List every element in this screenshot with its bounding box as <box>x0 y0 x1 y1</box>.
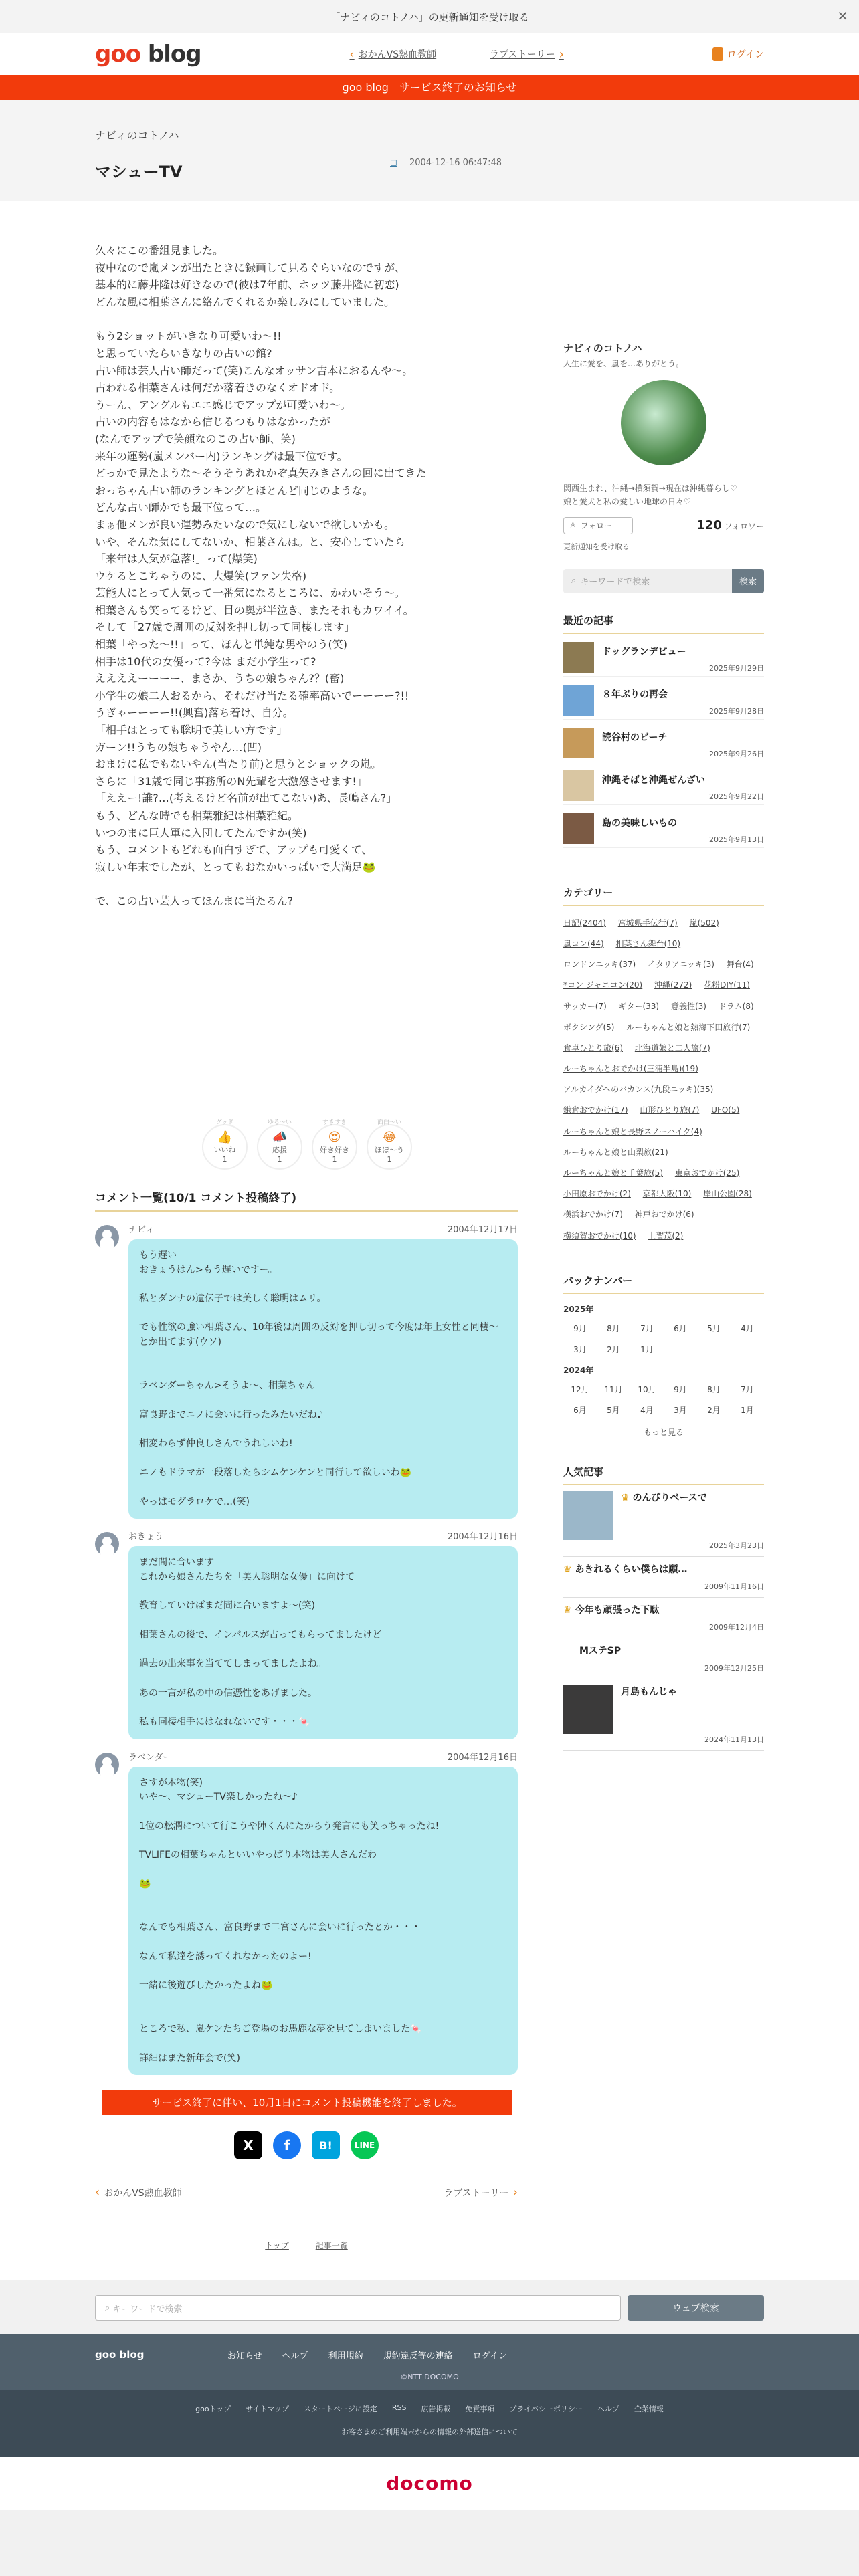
article-thumbnail <box>563 728 594 758</box>
back-number-month[interactable]: 6月 <box>573 1405 587 1415</box>
comment-date: 2004年12月16日 <box>447 1532 518 1543</box>
bottom-links <box>95 2240 518 2251</box>
footer-sub-link[interactable]: ヘルプ <box>597 2405 619 2413</box>
goo-blog-logo[interactable]: goo blog <box>95 41 201 68</box>
entry-list-link[interactable]: 記事一覧 <box>315 2241 348 2251</box>
popular-title: 人気記事 <box>563 1465 764 1485</box>
article-thumbnail <box>563 685 594 716</box>
categories-title: カテゴリー <box>563 885 764 906</box>
comment-author: おきょう <box>128 1532 164 1543</box>
back-number-month[interactable]: 4月 <box>640 1405 654 1415</box>
back-number-month[interactable]: 6月 <box>674 1323 687 1333</box>
search-icon: ⌕ <box>571 576 577 586</box>
category-link[interactable]: 神戸おでかけ(6) <box>634 1210 694 1220</box>
site-header <box>95 33 764 75</box>
popular-article-item[interactable]: ♛ あきれるくらい僕らは願… 2009年11月16日 <box>563 1557 764 1598</box>
sidebar-search-input[interactable]: ⌕ キーワードで検索 <box>563 569 732 593</box>
back-number-month[interactable]: 1月 <box>640 1344 654 1354</box>
header-nav <box>349 47 563 62</box>
facebook-share-icon[interactable]: f <box>273 2131 301 2159</box>
avatar-icon <box>95 1753 119 1777</box>
back-number-month[interactable]: 3月 <box>573 1344 587 1354</box>
category-link[interactable]: 相葉さん舞台(10) <box>615 938 681 948</box>
profile-description: 関西生まれ、沖縄→横須賀→現在は沖縄暮らし♡ 娘と愛犬と私の愛しい地球の日々♡ <box>563 484 737 507</box>
copyright: ©NTT DOCOMO <box>400 2373 459 2381</box>
chevron-left-icon: ‹ <box>95 2185 100 2200</box>
category-link[interactable]: 沖縄(272) <box>654 980 692 990</box>
footer-sub-link[interactable]: gooトップ <box>195 2405 231 2413</box>
close-icon[interactable]: ✕ <box>837 8 848 24</box>
category-link[interactable]: 横浜おでかけ(7) <box>563 1210 623 1220</box>
category-link[interactable]: 横須賀おでかけ(10) <box>563 1230 636 1241</box>
avatar-icon <box>95 1225 119 1249</box>
footer-brand[interactable]: goo blog <box>95 2349 145 2361</box>
footer-sub-link[interactable]: プライバシーポリシー <box>509 2405 583 2413</box>
back-number-month[interactable]: 7月 <box>640 1323 654 1333</box>
category-link[interactable]: 舞台(4) <box>726 960 754 970</box>
back-number-month[interactable]: 2月 <box>707 1405 721 1415</box>
category-link[interactable]: *コン ジャニコン(20) <box>563 980 643 990</box>
main-column <box>95 242 518 2251</box>
top-link[interactable]: トップ <box>265 2241 289 2251</box>
recent-article-item[interactable]: 島の美味しいもの 2025年9月13日 <box>563 813 764 848</box>
header-next-link[interactable]: ラブストーリー › <box>490 47 564 62</box>
back-numbers <box>563 1273 764 1438</box>
back-number-month[interactable]: 2月 <box>607 1344 620 1354</box>
category-link[interactable]: 宮城県手伝行(7) <box>617 918 678 928</box>
category-link[interactable]: 岸山公園(28) <box>703 1189 752 1199</box>
category-link[interactable]: 小田原おでかけ(2) <box>563 1189 631 1199</box>
footer-sub-link[interactable]: 広告掲載 <box>421 2405 451 2413</box>
back-number-month[interactable]: 12月 <box>571 1384 589 1394</box>
category-link[interactable]: UFO(5) <box>711 1105 740 1115</box>
profile-card <box>563 341 764 552</box>
back-number-month[interactable]: 3月 <box>674 1405 687 1415</box>
comment-author: ラベンダー <box>128 1752 172 1763</box>
chevron-right-icon: › <box>512 2185 518 2200</box>
comment-body: もう遅い おきょうはん>もう遅いですー。 私とダンナの遺伝子では美しく聡明はムリ。 でも性欲の強い相葉さん、10年後は周囲の反対を押し切って今度は年上女性と同棲〜とか出てます(ウソ) ラベンダーちゃん>そうよ〜、相葉ちゃん 富良野までニノに会いに行ったみたいだね♪ 相変わらず仲良しさんでうれしいわ! ニノもドラマが一段落したらシムケンケンと同行して欲しいわ🐸 やっぱモグラロケで…(笑) <box>128 1239 518 1519</box>
category-link[interactable]: ルーちゃんと娘と熱海下田旅行(7) <box>626 1022 751 1032</box>
footer-search <box>0 2280 859 2334</box>
profile-name[interactable]: ナビィのコトノハ <box>563 342 642 354</box>
category-link[interactable]: 鎌倉おでかけ(17) <box>563 1105 628 1115</box>
chevron-right-icon: › <box>559 47 564 62</box>
category-link[interactable]: ルーちゃんと娘と長野スノーハイク(4) <box>563 1126 702 1136</box>
reaction-good[interactable]: グッド 👍 いいね 1 <box>202 1124 248 1170</box>
back-number-month[interactable]: 7月 <box>741 1384 754 1394</box>
follower-count: 120 フォロワー <box>696 518 764 533</box>
sidebar <box>563 341 764 1751</box>
comment-date: 2004年12月16日 <box>447 1752 518 1763</box>
update-notify-bar[interactable] <box>0 0 859 33</box>
category-link[interactable]: サッカー(7) <box>563 1001 607 1011</box>
avatar-icon <box>95 1532 119 1556</box>
footer-sub-link[interactable]: サイトマップ <box>246 2405 290 2413</box>
sidebar-search-button[interactable]: 検索 <box>732 569 764 593</box>
category-link[interactable]: 上賀茂(2) <box>648 1230 684 1241</box>
popular-article-item[interactable]: ♛ のんびりベースで 2025年3月23日 <box>563 1485 764 1557</box>
recent-article-item[interactable]: 読谷村のビーチ 2025年9月26日 <box>563 728 764 762</box>
category-link[interactable]: 意義性(3) <box>670 1001 706 1011</box>
footer-link[interactable]: ヘルプ <box>282 2351 308 2361</box>
heart-eyes-icon: 😍 <box>328 1130 341 1144</box>
profile-tagline: 人生に愛を、嵐を…ありがとう。 <box>563 359 684 368</box>
popular-articles <box>563 1465 764 1751</box>
footer-sub-link[interactable]: 企業情報 <box>634 2405 664 2413</box>
entry-date: 2004-12-16 06:47:48 <box>409 158 502 168</box>
category-link[interactable]: 京都大阪(10) <box>642 1189 692 1199</box>
comment-item <box>95 1222 518 1519</box>
entry-title: マシューTV <box>95 163 183 181</box>
categories <box>563 885 764 1247</box>
service-end-link[interactable]: goo blog サービス終了のお知らせ <box>342 81 517 94</box>
category-link[interactable]: ルーちゃんとおでかけ(三浦半島)(19) <box>563 1064 698 1074</box>
chevron-left-icon: ‹ <box>349 47 355 62</box>
popular-article-item[interactable]: 月島もんじゃ 2024年11月13日 <box>563 1679 764 1751</box>
footer-link[interactable]: お知らせ <box>227 2351 262 2361</box>
back-number-month[interactable]: 1月 <box>741 1405 754 1415</box>
back-number-month[interactable]: 9月 <box>674 1384 687 1394</box>
article-paragraph: もう2ショットがいきなり可愛いわ〜!! と思っていたらいきなりの占いの館? 占い師は芸人占い師だって(笑)こんなオッサン吉本におるんや〜。 占われる相葉さんは何だか落着きのなくオドオド。 うーん、アングルもエエ感じでアップが可愛いわ〜。 占いの内容もはなから信じるつもりはなかったが (なんでアップで笑顔なのこの占い師、笑) 来年の運勢(嵐メンバー内)ランキングは最下位です。 どっかで見たような〜そうそうあれかぞ真矢みきさんの回に出てきた おっちゃん占い師のランキングとほとんど同じのような。 どんな占い師かでも最下位って…。 まぁ他メンが良い運勢みたいなので気にしないで欲しいかも。 いや、そんな気にしてないか、相葉さんは。と、安心していたら 「来年は人気が急落!」って(爆笑) ウケるとこちゃうのに、大爆笑(ファン失格) 芸能人にとって人気って一番気になるところに、かわいそう〜。 相葉さんも笑ってるけど、目の奥が半泣き、またそれもカワイイ。 そして「27歳で周囲の反対を押し切って同棲します」 相葉「やった〜!!」って、ほんと単純な男やのう(笑) 相手は10代の女優って?今は まだ小学生って? ええええーーーー、まさか、うちの娘ちゃん?？(畜) 小学生の娘二人おるから、それだけ当たる確率高いでーーーー?!! うぎゃーーーー!!(興奮)落ち着け、自分。 「相手はとっても聡明で美しい方です」 ガーン!!うちの娘ちゃうやん…(凹) おまけに私でもないやん(当たり前)と思うとショックの嵐。 さらに「31歳で同じ事務所のN先輩を大激怒させます!」 「ええー!誰?…(考えるけど名前が出てこない)あ、長嶋さん?」 もう、どんな時でも相葉雅紀は相葉雅紀。 いつのまに巨人軍に入団してたんですか(笑) もう、コメントもどれも面白すぎて、アップも可愛くて、 寂しい年末でしたが、とってもおなかいっぱいで大満足🐸 <box>95 330 427 873</box>
comment-body: さすが本物(笑) いや〜、マシューTV楽しかったね〜♪ 1位の松潤について行こうや陣くんにたからう発言にも笑っちゃったね! TVLIFEの相葉ちゃんといいやっぱり本物は美人さんだわ 🐸 なんでも相葉さん、富良野まで二宮さんに会いに行ったとか・・・ なんて私達を誘ってくれなかったのよー! 一緒に後遊びしたかったよね🐸 ところで私、嵐ケンたちご登場のお馬鹿な夢を見てしまいました🍬 詳細はまた新年会で(笑) <box>128 1767 518 2076</box>
crown-icon: ♛ <box>621 1492 630 1503</box>
profile-image[interactable] <box>621 380 706 465</box>
footer-primary <box>0 2334 859 2390</box>
reaction-buttons <box>202 1119 518 1170</box>
search-icon: ⌕ <box>105 2302 113 2313</box>
back-number-month[interactable]: 5月 <box>607 1405 620 1415</box>
category-list <box>563 913 764 1247</box>
reaction-cheer[interactable]: ゆる〜い 📣 応援 1 <box>257 1124 302 1170</box>
next-entry-link[interactable]: ラブストーリー › <box>444 2185 518 2200</box>
recent-article-item[interactable]: 沖縄そばと沖縄ぜんざい 2025年9月22日 <box>563 770 764 805</box>
thumbs-up-icon: 👍 <box>217 1130 233 1144</box>
back-number-month[interactable]: 8月 <box>607 1323 620 1333</box>
category-link[interactable]: ボクシング(5) <box>563 1022 615 1032</box>
back-number-year: 2024年 <box>563 1365 594 1375</box>
comment-body: まだ間に合います これから娘さんたちを「美人聡明な女優」に向けて 教育していけばまだ間に合いますよ〜(笑) 相葉さんの後で、インパルスが占ってもらってましたけど 過去の出来事を当ててしまってましたよね。 あの一言が私の中の信憑性をあげました。 私も同棲相手にはなれないです・・・🍬 <box>128 1546 518 1739</box>
popular-article-item[interactable]: MステSP 2009年12月25日 <box>563 1638 764 1679</box>
follow-button[interactable]: ♙ フォロー <box>563 517 633 534</box>
more-link[interactable]: もっと見る <box>643 1427 684 1437</box>
category-link[interactable]: 花粉DIY(11) <box>704 980 750 990</box>
article-paragraph: 久々にこの番組見ました。 夜中なので嵐メンが出たときに録画して見るぐらいなのですが、 基本的に藤井隆は好きなので(彼は7年前、ホッツ藤井隆に初恋) どんな風に相葉さんに絡んでくれるか楽しみにしていました。 <box>95 244 406 308</box>
footer-search-input[interactable]: ⌕ キーワードで検索 <box>95 2295 621 2321</box>
category-link[interactable]: 嵐(502) <box>689 918 719 928</box>
hatena-bookmark-icon[interactable]: B! <box>312 2131 340 2159</box>
comments-title: コメント一覧(10/1 コメント投稿終了) <box>95 1188 518 1212</box>
category-link[interactable]: 食卓ひとり旅(6) <box>563 1043 623 1053</box>
megaphone-icon: 📣 <box>272 1130 288 1144</box>
web-search-button[interactable]: ウェブ検索 <box>628 2295 764 2321</box>
back-numbers-title: バックナンバー <box>563 1273 764 1294</box>
update-notify-link[interactable]: 更新通知を受け取る <box>563 542 630 551</box>
category-link[interactable]: ルーちゃんと娘と千葉旅(5) <box>563 1168 663 1178</box>
prev-entry-link[interactable]: ‹ おかんVS熱血教師 <box>95 2185 182 2200</box>
line-share-icon[interactable]: LINE <box>351 2131 379 2159</box>
recent-article-item[interactable]: ドッグランデビュー 2025年9月29日 <box>563 642 764 677</box>
entry-category[interactable]: ◻︎ <box>390 158 397 168</box>
header-prev-link[interactable]: ‹ おかんVS熱血教師 <box>349 47 437 62</box>
comment-item <box>95 1529 518 1739</box>
back-number-month[interactable]: 8月 <box>707 1384 721 1394</box>
category-link[interactable]: 日記(2404) <box>563 918 606 928</box>
article-thumbnail <box>563 813 594 844</box>
crown-icon: ♛ <box>563 1604 572 1616</box>
x-share-icon[interactable]: X <box>234 2131 262 2159</box>
category-link[interactable]: 嵐コン(44) <box>563 938 604 948</box>
external-send-note[interactable]: お客さまのご利用端末からの情報の外部送信について <box>341 2428 518 2436</box>
update-notify-text[interactable]: 「ナビィのコトノハ」の更新通知を受け取る <box>330 11 529 23</box>
category-link[interactable]: 東京おでかけ(25) <box>674 1168 740 1178</box>
article-thumbnail <box>563 770 594 801</box>
service-end-banner[interactable] <box>0 75 859 100</box>
category-link[interactable]: ロンドンニッキ(37) <box>563 960 636 970</box>
back-number-year: 2025年 <box>563 1304 594 1314</box>
footer-sub-link[interactable]: RSS <box>391 2403 407 2412</box>
share-buttons <box>95 2131 518 2159</box>
entry-meta <box>390 158 502 168</box>
article-paragraph: で、この占い芸人ってほんまに当たるん? <box>95 895 294 908</box>
entry-pager <box>95 2177 518 2199</box>
article-thumbnail <box>563 642 594 673</box>
footer-link[interactable]: 規約違反等の連絡 <box>383 2351 453 2361</box>
back-number-month[interactable]: 4月 <box>741 1323 754 1333</box>
recent-article-item[interactable]: ８年ぶりの再会 2025年9月28日 <box>563 685 764 720</box>
comment-item <box>95 1750 518 2076</box>
category-link[interactable]: ルーちゃんと娘と山梨旅(21) <box>563 1147 668 1157</box>
popular-article-item[interactable]: ♛ 今年も頑張った下駄 2009年12月4日 <box>563 1598 764 1638</box>
back-number-month[interactable]: 9月 <box>573 1323 587 1333</box>
docomo-logo[interactable]: docomo <box>0 2457 859 2510</box>
footer-link[interactable]: ログイン <box>472 2351 508 2361</box>
back-number-month[interactable]: 11月 <box>604 1384 623 1394</box>
footer-link[interactable]: 利用規約 <box>328 2351 363 2361</box>
blog-name[interactable]: ナビィのコトノハ <box>95 129 179 142</box>
category-link[interactable]: ドラム(8) <box>718 1001 754 1011</box>
footer-sub-link[interactable]: スタートページに設定 <box>304 2405 377 2413</box>
comment-date: 2004年12月17日 <box>447 1224 518 1235</box>
laugh-icon: 😂 <box>382 1130 397 1144</box>
lock-icon <box>712 47 723 61</box>
recent-title: 最近の記事 <box>563 613 764 634</box>
footer-sub-link[interactable]: 免責事項 <box>465 2405 495 2413</box>
article-thumbnail <box>563 1491 613 1540</box>
category-link[interactable]: 山形ひとり旅(7) <box>640 1105 700 1115</box>
article-body <box>95 242 518 910</box>
reaction-funny[interactable]: 面白〜い 😂 ほほ〜う 1 <box>367 1124 412 1170</box>
person-icon: ♙ <box>569 520 577 530</box>
blog-title-area <box>0 100 859 201</box>
login-button[interactable]: ログイン <box>712 47 764 61</box>
crown-icon: ♛ <box>563 1564 572 1575</box>
category-link[interactable]: 北海道娘と二人旅(7) <box>634 1043 710 1053</box>
category-link[interactable]: アルカイダへのバカンス(九段ニッキ)(35) <box>563 1085 714 1095</box>
article-thumbnail <box>563 1685 613 1734</box>
footer-secondary <box>0 2390 859 2457</box>
reaction-love[interactable]: すきすき 😍 好き好き 1 <box>312 1124 357 1170</box>
comment-author: ナビィ <box>128 1224 155 1235</box>
back-number-month[interactable]: 5月 <box>707 1323 721 1333</box>
back-number-month[interactable]: 10月 <box>638 1384 656 1394</box>
category-link[interactable]: ギター(33) <box>618 1001 660 1011</box>
sidebar-search <box>563 569 764 593</box>
comment-closed-notice[interactable]: サービス終了に伴い、10月1日にコメント投稿機能を終了しました。 <box>102 2090 512 2115</box>
recent-articles <box>563 613 764 848</box>
category-link[interactable]: イタリアニッキ(3) <box>647 960 714 970</box>
